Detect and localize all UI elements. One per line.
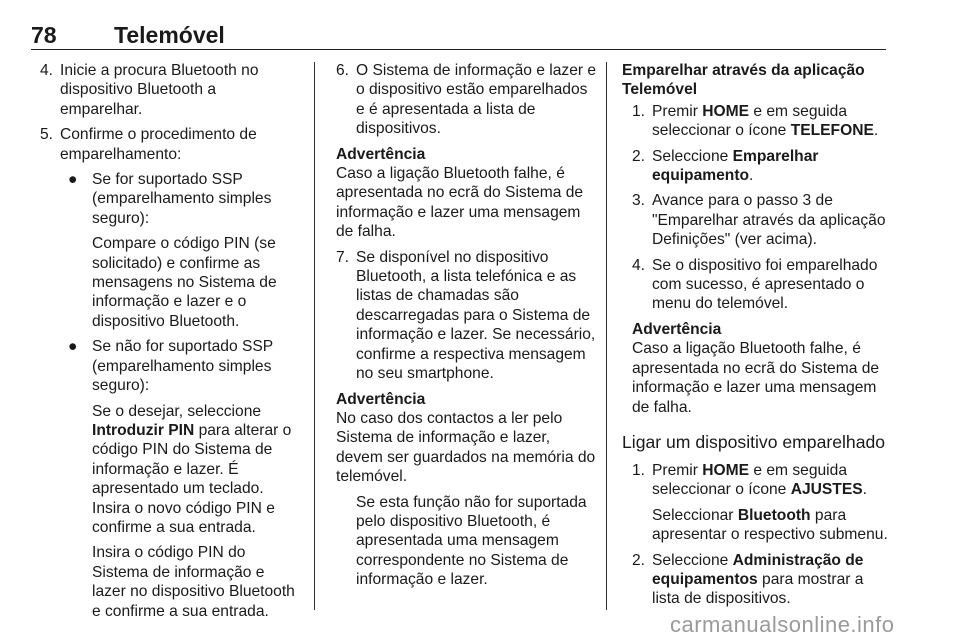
step-text: Se disponível no dispositivo Bluetooth, a lista telefónica e as listas de chamadas são descarregadas para o Sistema de informação e lazer. Se necessário, confirme a respectiva mensagem no seu smartphone. [356,248,596,383]
menu-term-home: HOME [702,461,750,479]
step-text: Confirme o procedimento de emparelhamento: [60,126,257,163]
bullet-no-ssp-detail: Se o desejar, seleccione Introduzir PIN para alterar o código PIN do Sistema de informação e lazer. É apresentado um teclado. Insira o novo código PIN e confirme a sua entrada. [92,402,292,536]
bullet-text: Se for suportado SSP (emparelhamento simples seguro): [92,171,272,227]
app-step-2: 2. Seleccione Emparelhar equipamento. [632,147,819,185]
page-header [0,0,960,48]
menu-term-introduzir-pin: Introduzir PIN [92,421,195,439]
app-step-1: 1. Premir HOME e em seguida seleccionar o ícone TELEFONE. [632,102,879,140]
watermark: carmanualsonline.info [670,612,895,637]
step-7 [336,248,598,384]
bullet-icon: ● [68,171,78,189]
bullet-no-ssp-detail-2: Insira o código PIN do Sistema de informação e lazer no dispositivo Bluetooth e confirme a sua entrada. [92,544,295,620]
step-number: 5. [40,126,54,144]
page-number: 78 [31,22,57,48]
menu-term-administracao: Administração de equipamentos [652,551,864,588]
column-divider [606,62,607,610]
bullet-ssp [40,170,302,228]
note-heading: Advertência [336,390,426,408]
step-number: 7. [336,248,350,266]
app-step-3: 3. Avance para o passo 3 de "Emparelhar através da aplicação Definições" (ver acima). [632,192,886,249]
note-heading: Advertência [336,145,426,163]
section-heading-app: Emparelhar através da aplicação Telemóvel [622,62,865,99]
menu-term-telefone: TELEFONE [790,122,874,140]
menu-term-bluetooth: Bluetooth [737,506,811,524]
bullet-text: Se não for suportado SSP (emparelhamento simples seguro): [92,338,273,395]
column-2 [336,61,598,596]
step-6 [336,61,598,139]
page-title: Telemóvel [114,22,225,48]
note-heading: Advertência [632,320,722,338]
note-text: Caso a ligação Bluetooth falhe, é apresentada no ecrã do Sistema de informação e lazer uma mensagem de falha. [632,340,880,416]
note-text: No caso dos contactos a ler pelo Sistema de informação e lazer, devem ser guardados na memória do telemóvel. [336,409,596,486]
column-divider [314,62,315,610]
step-text: Inicie a procura Bluetooth no dispositivo Bluetooth a emparelhar. [60,62,259,118]
menu-term-home: HOME [702,102,750,120]
step-text: O Sistema de informação e lazer e o dispositivo estão emparelhados e é apresentada a lista de dispositivos. [356,62,597,138]
connect-step-2: 2. Seleccione Administração de equipamentos para mostrar a lista de dispositivos. [632,551,864,608]
step-number: 6. [336,62,350,79]
bullet-icon: ● [68,338,78,356]
bullet-ssp-detail: Compare o código PIN (se solicitado) e confirme as mensagens no Sistema de informação e lazer e o dispositivo Bluetooth. [92,235,277,330]
header-rule [31,49,886,50]
column-3 [622,61,888,615]
connect-step-1-detail: Seleccionar Bluetooth para apresentar o respectivo submenu. [652,506,888,544]
menu-term-emparelhar: Emparelhar equipamento [652,147,819,185]
step-5 [40,125,302,164]
column-1 [40,61,302,627]
bullet-no-ssp [40,337,302,395]
connect-step-1: 1. Premir HOME e em seguida seleccionar o ícone AJUSTES. [632,461,867,499]
step-4 [40,61,302,119]
menu-term-ajustes: AJUSTES [790,481,863,499]
app-step-4: 4. Se o dispositivo foi emparelhado com sucesso, é apresentado o menu do telemóvel. [632,256,878,313]
note-text: Caso a ligação Bluetooth falhe, é apresentada no ecrã do Sistema de informação e lazer uma mensagem de falha. [336,165,584,241]
note-detail: Se esta função não for suportada pelo dispositivo Bluetooth, é apresentada uma mensagem correspondente no Sistema de informação e lazer. [356,493,587,589]
step-number: 4. [40,62,54,79]
section-heading-connect: Ligar um dispositivo emparelhado [622,431,886,452]
